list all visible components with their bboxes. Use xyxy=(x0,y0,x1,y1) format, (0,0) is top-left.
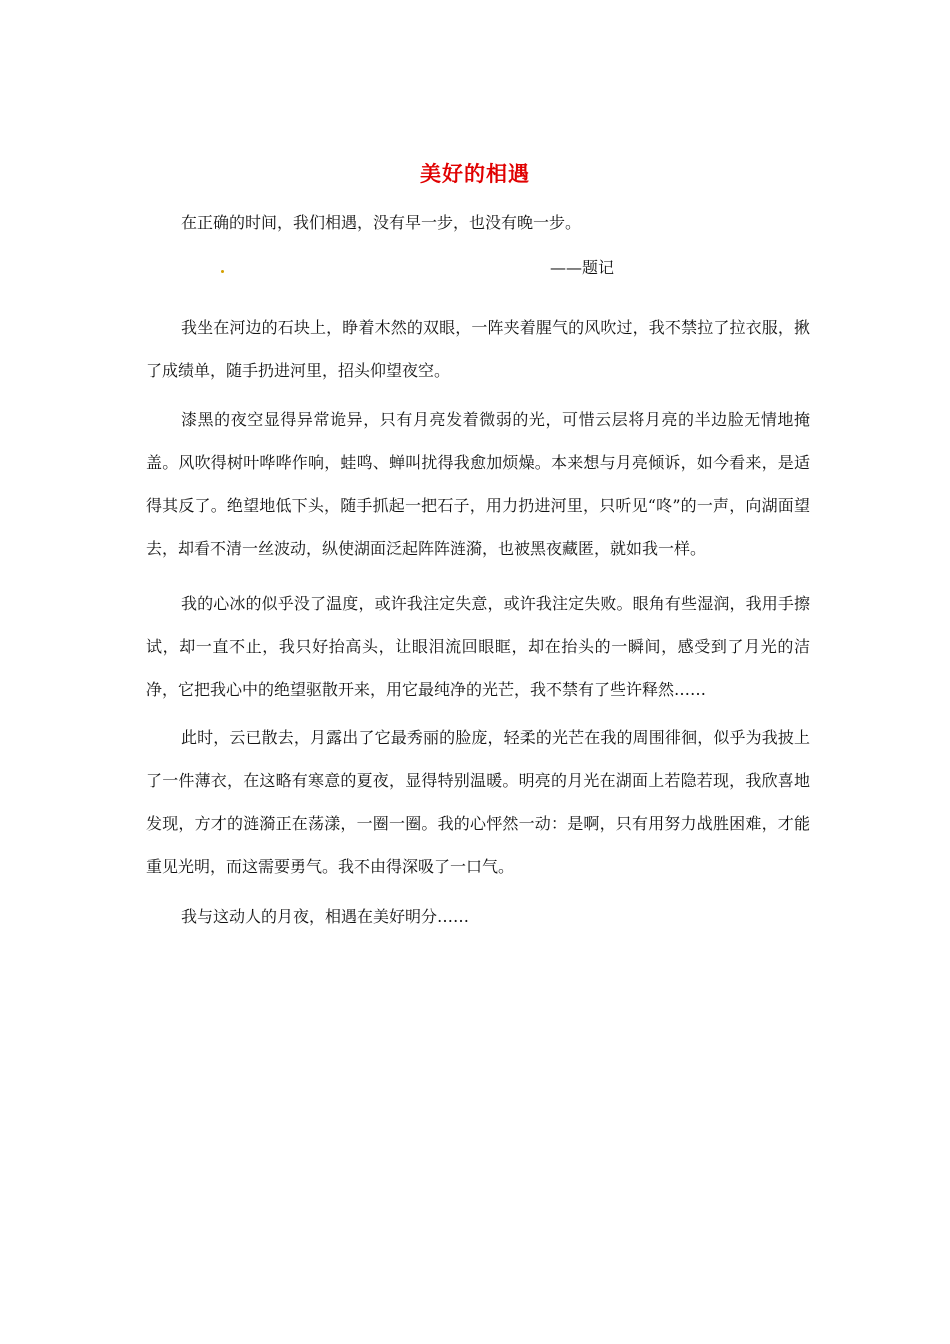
essay-body xyxy=(146,306,810,938)
page-title: 美好的相遇 xyxy=(420,161,530,186)
decorative-dot xyxy=(221,270,224,273)
paragraph-3: 我的心冰的似乎没了温度，或许我注定失意，或许我注定失败。眼角有些湿润，我用手擦试，却一直不止，我只好抬高头，让眼泪流回眼眶，却在抬头的一瞬间，感受到了月光的洁净，它把我心中的绝望驱散开来，用它最纯净的光芒，我不禁有了些许释然…… xyxy=(146,594,810,699)
paragraph-1: 我坐在河边的石块上，睁着木然的双眼，一阵夹着腥气的风吹过，我不禁拉了拉衣服，揪了成绩单，随手扔进河里，招头仰望夜空。 xyxy=(146,318,810,380)
paragraph-2: 漆黑的夜空显得异常诡异，只有月亮发着微弱的光，可惜云层将月亮的半边脸无情地掩盖。风吹得树叶哗哗作响，蛙鸣、蝉叫扰得我愈加烦燥。本来想与月亮倾诉，如今看来，是适得其反了。绝望地低下头，随手抓起一把石子，用力扔进河里，只听见“咚”的一声，向湖面望去，却看不清一丝波动，纵使湖面泛起阵阵涟漪，也被黑夜藏匿，就如我一样。 xyxy=(146,410,810,558)
epigraph: 在正确的时间，我们相遇，没有早一步，也没有晚一步。 xyxy=(181,213,582,232)
paragraph-4: 此时，云已散去，月露出了它最秀丽的脸庞，轻柔的光芒在我的周围徘徊，似乎为我披上了一件薄衣，在这略有寒意的夏夜，显得特别温暖。明亮的月光在湖面上若隐若现，我欣喜地发现，方才的涟漪正在荡漾，一圈一圈。我的心怦然一动：是啊，只有用努力战胜困难，才能重见光明，而这需要勇气。我不由得深吸了一口气。 xyxy=(146,728,810,876)
epigraph-attribution: ——题记 xyxy=(550,258,615,277)
paragraph-5: 我与这动人的月夜，相遇在美好明分…… xyxy=(181,907,470,926)
